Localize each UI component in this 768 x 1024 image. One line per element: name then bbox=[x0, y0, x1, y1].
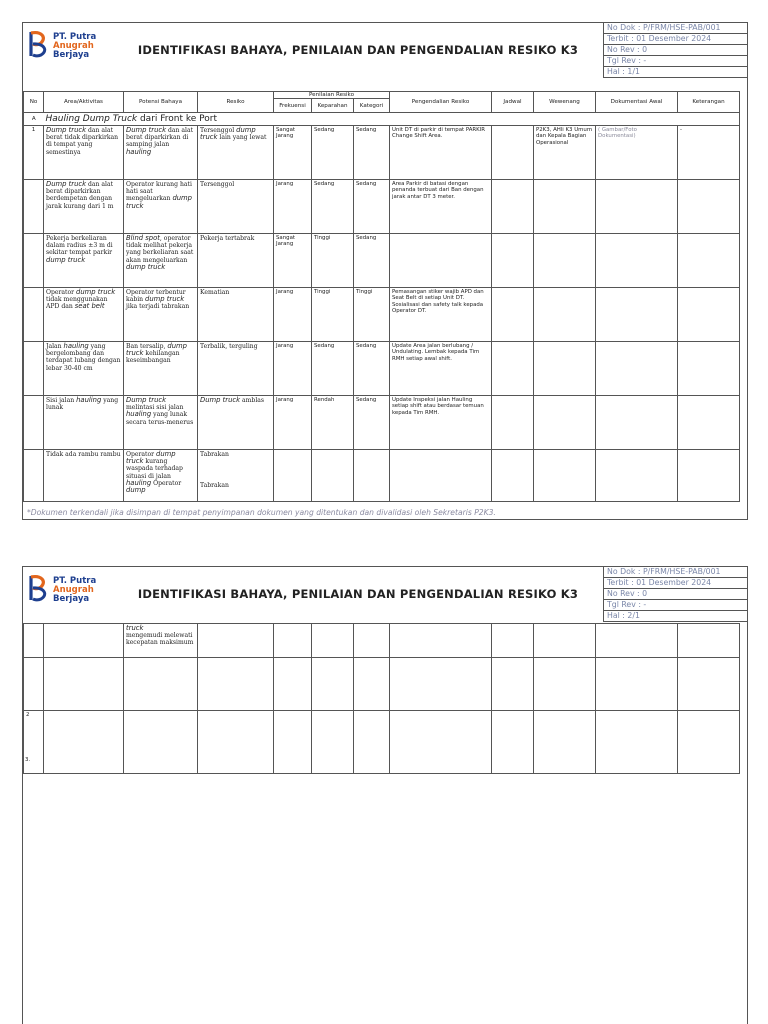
company-logo bbox=[27, 29, 107, 69]
company-name-line1: PT. Putra bbox=[53, 32, 97, 42]
col-resiko: Resiko bbox=[198, 92, 274, 113]
table-row: Pekerja berkeliaran dalam radius ±3 m di sekitar tempat parkir dump truck Blind spot, operator tidak melihat pekerja yang berkeliaran saat akan mengeluarkan dump truck Pekerja tertabrak Sangat Jarang Tinggi Sedang bbox=[24, 234, 740, 288]
document-page-1 bbox=[22, 22, 748, 520]
col-jadwal: Jadwal bbox=[492, 92, 534, 113]
document-meta-box bbox=[603, 567, 748, 622]
revision-date: Tgl Rev : - bbox=[604, 600, 748, 611]
company-logo-icon bbox=[27, 573, 51, 603]
col-no: No bbox=[24, 92, 44, 113]
document-header bbox=[23, 567, 747, 631]
company-name-line1: PT. Putra bbox=[53, 576, 97, 586]
issue-date: Terbit : 01 Desember 2024 bbox=[604, 578, 748, 589]
col-keterangan: Keterangan bbox=[678, 92, 740, 113]
section-letter: A bbox=[24, 113, 44, 126]
revision-number: No Rev : 0 bbox=[604, 45, 748, 56]
table-row: Operator dump truck tidak menggunakan APD dan seat belt Operator terbentur kabin dump truck jika terjadi tabrakan Kematian Jarang Tinggi Tinggi Pemasangan stiker wajib APD dan Seat Belt di setiap Unit DT. Sosialisasi dan safety talk kepada Operator DT. bbox=[24, 288, 740, 342]
document-title: IDENTIFIKASI BAHAYA, PENILAIAN DAN PENGENDALIAN RESIKO K3 bbox=[137, 43, 579, 57]
col-potensi: Potensi Bahaya bbox=[124, 92, 198, 113]
table-row: Jalan hauling yang bergelombang dan terdapat lubang dengan lebar 30-40 cm Ban tersalip, dump truck kehilangan keseimbangan Terbalik, terguling Jarang Sedang Sedang Update Area jalan berlubang / Undulating. Lembak kepada Tim RMH setiap awal shift. bbox=[24, 342, 740, 396]
document-page-2 bbox=[22, 566, 748, 1024]
col-keparahan: Keparahan bbox=[312, 99, 354, 113]
col-penilaian: Penilaian Resiko bbox=[274, 92, 390, 99]
document-footer-note: *Dokumen terkendali jika disimpan di tempat penyimpanan dokumen yang ditentukan dan divalidasi oleh Sekretaris P2K3. bbox=[27, 508, 496, 517]
doc-number: No Dok : P/FRM/HSE-PAB/001 bbox=[604, 23, 748, 34]
company-logo-icon bbox=[27, 29, 51, 59]
table-row: 1 Dump truck dan alat berat tidak diparkirkan di tempat yang semestinya Dump truck dan alat berat diparkirkan di samping jalan hauling Tersenggol dump truck lain yang lewat Sangat Jarang Sedang Sedang Unit DT di parkir di tempat PARKIR Change Shift Area. P2K3, AHli K3 Umum dan Kepala Bagian Operasional ( Gambar/Foto Dokumentasi) - bbox=[24, 126, 740, 180]
col-dokumentasi: Dokumentasi Awal bbox=[596, 92, 678, 113]
risk-table-continued bbox=[23, 623, 740, 774]
table-row: Dump truck dan alat berat diparkirkan berdempetan dengan jarak kurang dari 1 m Operator kurang hati hati saat mengeluarkan dump truck Tersenggol Jarang Sedang Sedang Area Parkir di batasi dengan penanda terbuat dari Ban dengan jarak antar DT 3 meter. bbox=[24, 180, 740, 234]
risk-table bbox=[23, 91, 740, 502]
table-row: Tidak ada rambu rambu Operator dump truck kurang waspada terhadap situasi di jalan hauling Operator dump Tabrakan Tabrakan bbox=[24, 450, 740, 502]
col-wewenang: Wewenang bbox=[534, 92, 596, 113]
potensi-cell: Dump truck dan alat berat diparkirkan di samping jalan hauling bbox=[124, 126, 198, 180]
area-cell: Dump truck dan alat berat tidak diparkirkan di tempat yang semestinya bbox=[44, 126, 124, 180]
doc-number: No Dok : P/FRM/HSE-PAB/001 bbox=[604, 567, 748, 578]
document-meta-box bbox=[603, 23, 748, 78]
company-name-line2: Anugrah bbox=[53, 585, 94, 595]
col-area: Area/Aktivitas bbox=[44, 92, 124, 113]
table-row: truck mengemudi melewati kecepatan maksimum bbox=[24, 624, 740, 658]
issue-date: Terbit : 01 Desember 2024 bbox=[604, 34, 748, 45]
resiko-cell: Tersenggol dump truck lain yang lewat bbox=[198, 126, 274, 180]
col-frekuensi: Frekuensi bbox=[274, 99, 312, 113]
page-number: Hal : 2/1 bbox=[604, 611, 748, 622]
document-title: IDENTIFIKASI BAHAYA, PENILAIAN DAN PENGENDALIAN RESIKO K3 bbox=[137, 587, 579, 601]
col-kategori: Kategori bbox=[354, 99, 390, 113]
table-row bbox=[24, 658, 740, 711]
revision-number: No Rev : 0 bbox=[604, 589, 748, 600]
section-row bbox=[24, 113, 740, 126]
company-name-line3: Berjaya bbox=[53, 50, 90, 60]
page-number: Hal : 1/1 bbox=[604, 67, 748, 78]
company-logo bbox=[27, 573, 107, 613]
section-title: Hauling Dump Truck dari Front ke Port bbox=[44, 113, 740, 126]
col-pengendalian: Pengendalian Resiko bbox=[390, 92, 492, 113]
company-name-line3: Berjaya bbox=[53, 594, 90, 604]
table-row: Sisi jalan hauling yang lunak Dump truck melintasi sisi jalan hualing yang lunak secara terus-menerus Dump truck amblas Jarang Rendah Sedang Update Inspeksi jalan Hauling setiap shift atau berdasar temuan kepada Tim RMH. bbox=[24, 396, 740, 450]
company-name-line2: Anugrah bbox=[53, 41, 94, 51]
table-row: 2 3. bbox=[24, 711, 740, 774]
document-header bbox=[23, 23, 747, 87]
revision-date: Tgl Rev : - bbox=[604, 56, 748, 67]
